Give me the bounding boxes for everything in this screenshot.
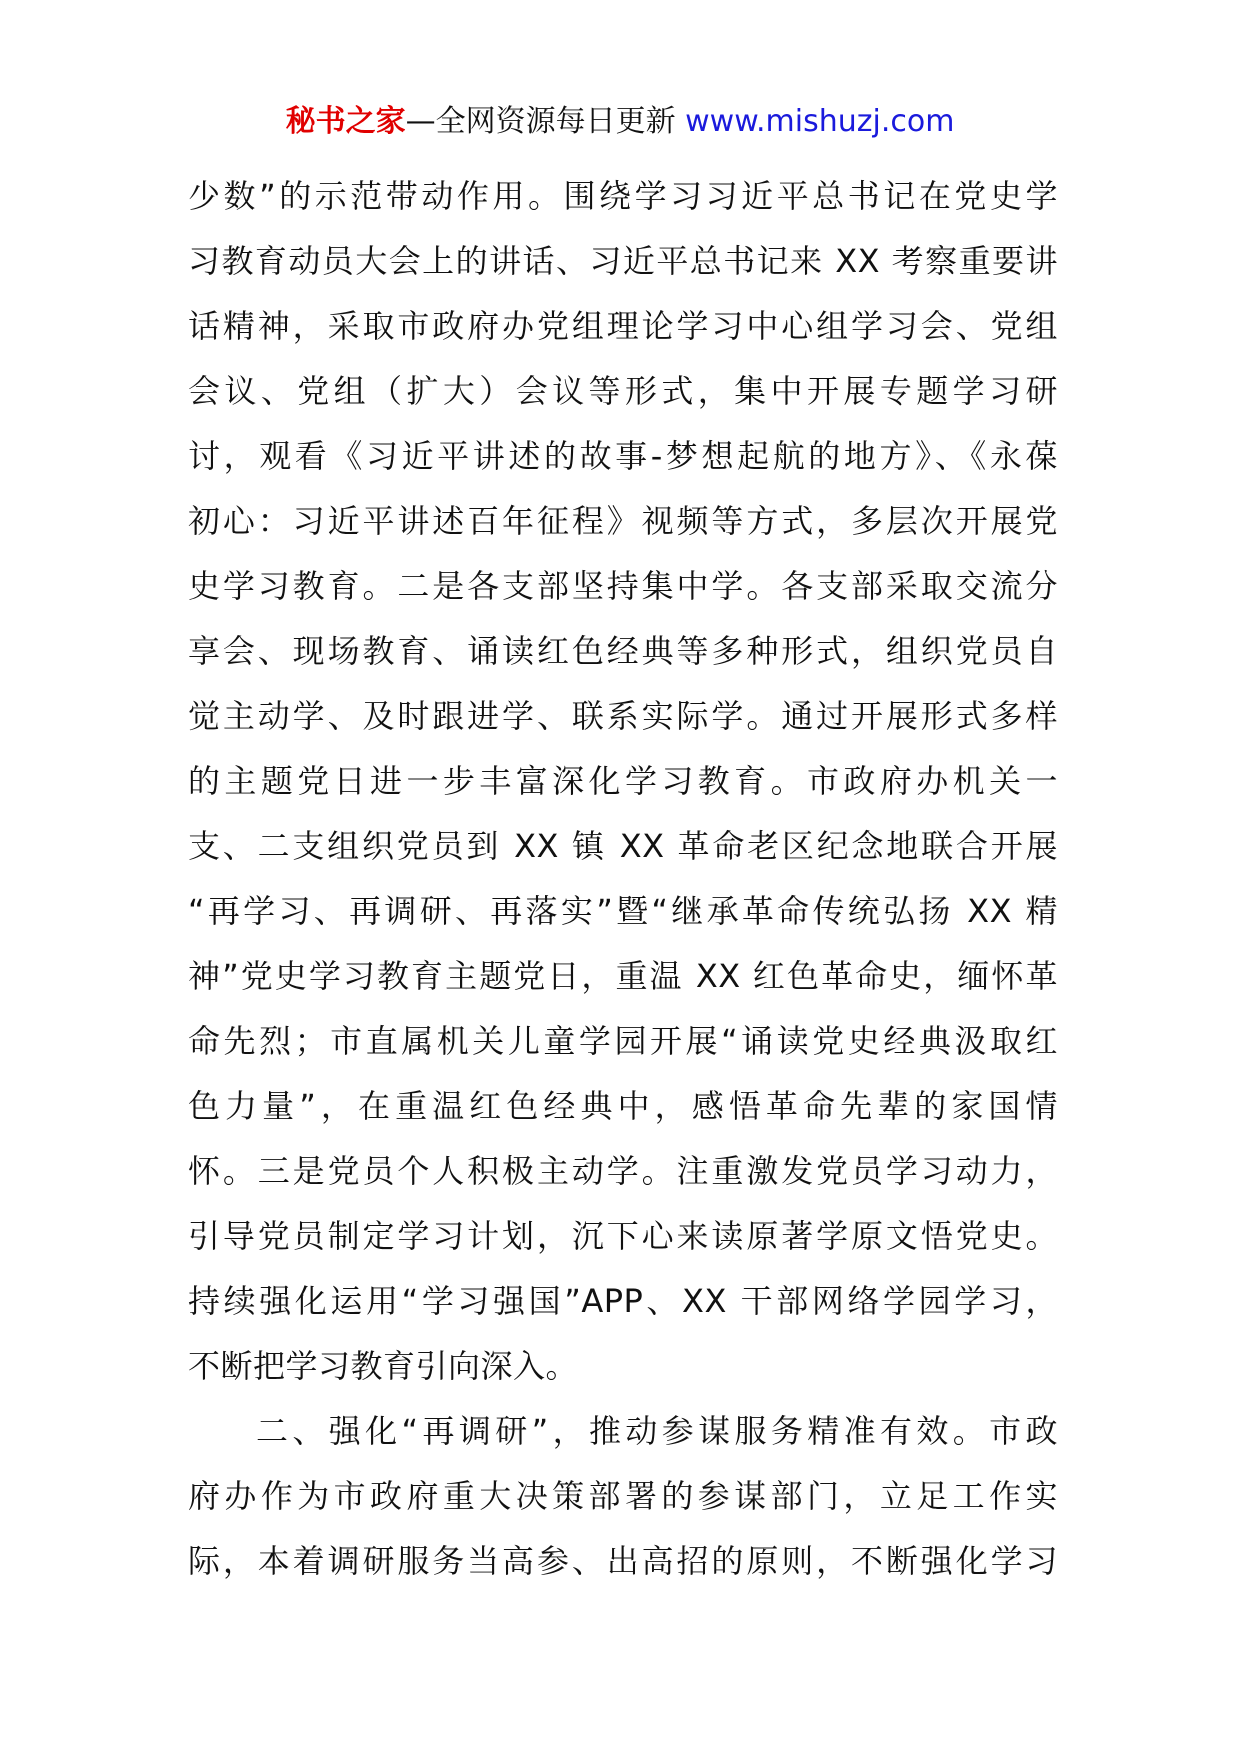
text-line: 的主题党日进一步丰富深化学习教育。市政府办机关一 xyxy=(188,762,1058,800)
text-line: 讨，观看《习近平讲述的故事-梦想起航的地方》、《永葆 xyxy=(188,437,1058,475)
text-line: 享会、现场教育、诵读红色经典等多种形式，组织党员自 xyxy=(188,632,1058,670)
text-line: 持续强化运用“学习强国”APP、XX 干部网络学园学习， xyxy=(188,1282,1058,1320)
text-line: 命先烈；市直属机关儿童学园开展“诵读党史经典汲取红 xyxy=(188,1022,1058,1060)
text-line-section-heading: 二、强化“再调研”，推动参谋服务精准有效。市政 xyxy=(256,1412,1058,1450)
text-line: 话精神，采取市政府办党组理论学习中心组学习会、党组 xyxy=(188,307,1058,345)
text-line: 神”党史学习教育主题党日，重温 XX 红色革命史，缅怀革 xyxy=(188,957,1058,995)
text-line-paragraph-end: 不断把学习教育引向深入。 xyxy=(188,1347,579,1385)
page-header xyxy=(0,102,1240,142)
text-line: “再学习、再调研、再落实”暨“继承革命传统弘扬 XX 精 xyxy=(188,892,1058,930)
document-body xyxy=(188,164,1058,1594)
header-slogan: —全网资源每日更新 xyxy=(405,104,686,139)
text-line: 怀。三是党员个人积极主动学。注重激发党员学习动力， xyxy=(188,1152,1058,1190)
text-line: 色力量”，在重温红色经典中，感悟革命先辈的家国情 xyxy=(188,1087,1058,1125)
text-line: 会议、党组（扩大）会议等形式，集中开展专题学习研 xyxy=(188,372,1058,410)
text-line: 际，本着调研服务当高参、出高招的原则，不断强化学习 xyxy=(188,1542,1058,1580)
text-line: 支、二支组织党员到 XX 镇 XX 革命老区纪念地联合开展 xyxy=(188,827,1058,865)
header-site-link[interactable]: www.mishuzj.com xyxy=(685,104,955,139)
text-line: 引导党员制定学习计划，沉下心来读原著学原文悟党史。 xyxy=(188,1217,1058,1255)
text-line: 觉主动学、及时跟进学、联系实际学。通过开展形式多样 xyxy=(188,697,1058,735)
text-line: 初心：习近平讲述百年征程》视频等方式，多层次开展党 xyxy=(188,502,1058,540)
text-line: 习教育动员大会上的讲话、习近平总书记来 XX 考察重要讲 xyxy=(188,242,1058,280)
text-line: 少数”的示范带动作用。围绕学习习近平总书记在党史学 xyxy=(188,177,1058,215)
header-brand: 秘书之家 xyxy=(285,104,406,139)
text-line: 府办作为市政府重大决策部署的参谋部门，立足工作实 xyxy=(188,1477,1058,1515)
text-line: 史学习教育。二是各支部坚持集中学。各支部采取交流分 xyxy=(188,567,1058,605)
